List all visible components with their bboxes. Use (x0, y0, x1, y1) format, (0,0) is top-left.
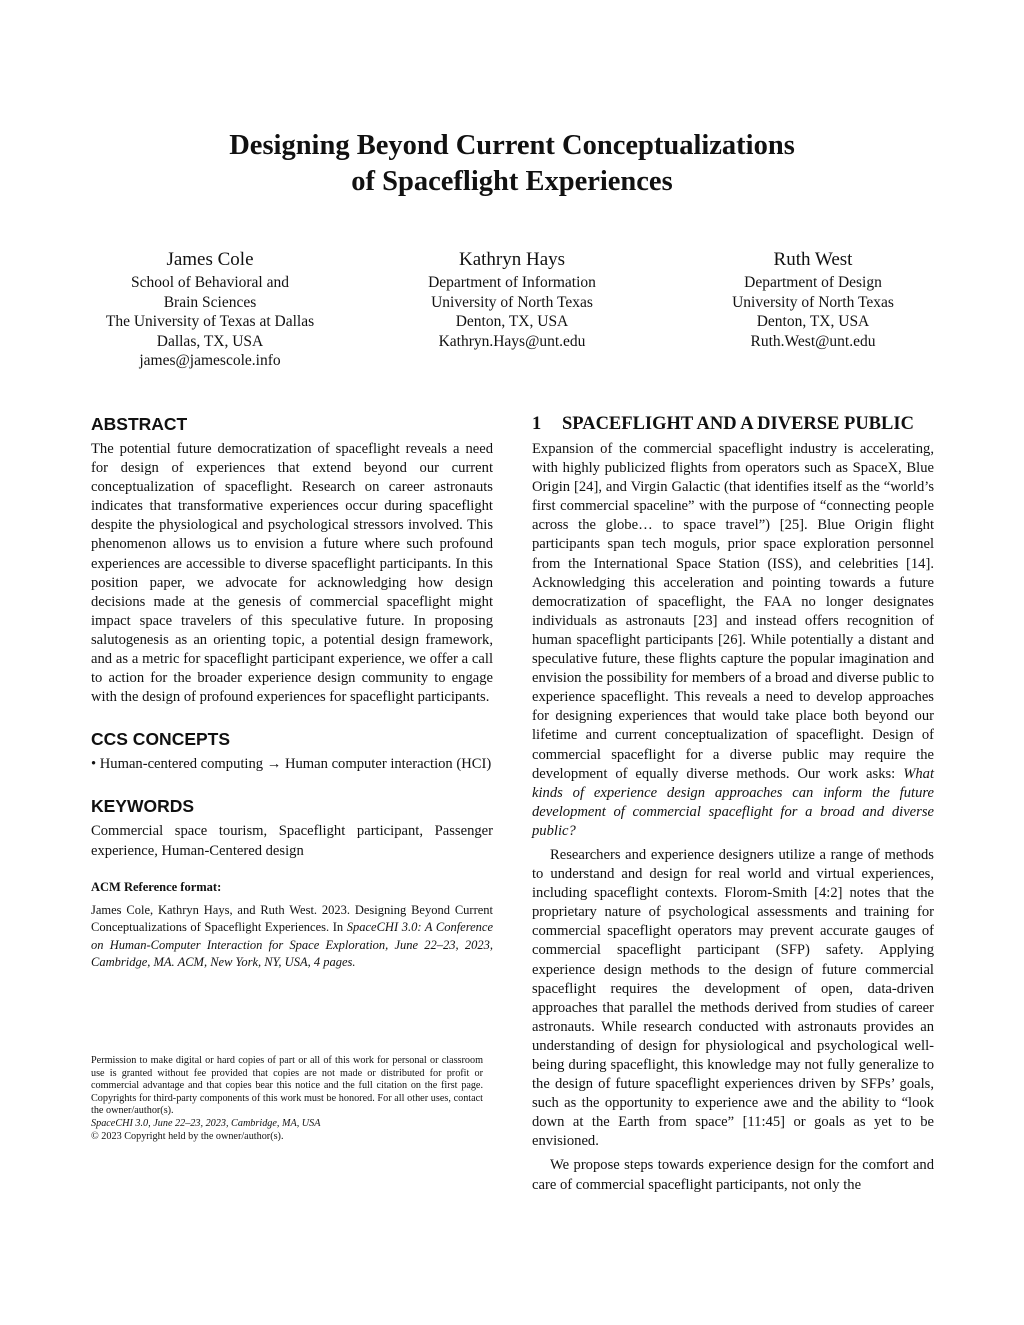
author-affiliation: Department of Design (744, 274, 882, 291)
research-question: What kinds of experience design approaches can inform the future development of commercial spaceflight for a broad and diverse public? (532, 765, 934, 839)
author-affiliation: University of North Texas (732, 293, 894, 311)
author-affiliation: The University of Texas at Dallas (105, 313, 315, 330)
author-location: Denton, TX, USA (756, 313, 870, 330)
section-number: 1 (532, 414, 542, 434)
author-email: Kathryn.Hays@unt.edu (438, 332, 586, 350)
title-line-1: Designing Beyond Current Conceptualizations (229, 130, 795, 161)
acm-reference-venue: SpaceCHI 3.0: A Conference on Human-Computer Interaction for Space Exploration, June 22–23, 2023, Cambridge, MA. ACM, New York, NY, USA, 4 pages. (91, 920, 494, 970)
author-email: james@jamescole.info (139, 352, 281, 369)
title-line-2: of Spaceflight Experiences (351, 166, 673, 197)
author-email: Ruth.West@unt.edu (750, 332, 876, 350)
ccs-section (91, 728, 493, 774)
permission-notice: Permission to make digital or hard copies of part or all of this work for personal or classroom use is granted without fee provided that copies are not made or distributed for profit or commercial advantage and that copies bear this notice and the full citation on the first page. Copyrights for third-party components of this work must be honored. For all other uses, contact the owner/author(s). (91, 1055, 483, 1117)
acm-reference-text (91, 902, 493, 972)
right-column (532, 413, 934, 1195)
keywords-section (91, 795, 493, 860)
section-title: SPACEFLIGHT AND A DIVERSE PUBLIC (562, 414, 914, 434)
author-block-cole (60, 247, 360, 371)
author-name: James Cole (166, 249, 254, 270)
author-block-hays (362, 247, 662, 351)
acm-reference-heading: ACM Reference format: (91, 879, 222, 894)
section-1-paragraph-1 (532, 440, 934, 841)
author-affiliation: Brain Sciences (163, 293, 257, 311)
section-1-heading (532, 413, 934, 435)
author-affiliation: Department of Information (428, 274, 596, 291)
author-location: Denton, TX, USA (455, 313, 569, 330)
keywords-heading: KEYWORDS (91, 796, 195, 817)
author-block-west (663, 247, 963, 351)
author-name: Kathryn Hays (458, 249, 566, 270)
paragraph-text: Expansion of the commercial spaceflight industry is accelerating, with highly publicized flights from operators such as SpaceX, Blue Origin [24], and Virgin Galactic (that identifies itself as the “world’s first commercial spaceline” with the purpose of “connecting people across the globe… to space travel”) [25]. Blue Origin flight participants span tech moguls, prior space exploration personnel from the International Space Station (ISS), and celebrities [14]. Acknowledging this acceleration and pointing towards a future democratization of spaceflight, the FAA no longer designates individuals as astronauts [23] and instead offers recognition of human spaceflight participants [26]. While potentially a distant and speculative future, these flights capture the popular imagination and envision the possibility for members of a broad and diverse public to experience spaceflight. This reveals a need to develop approaches for designing experiences that would take place both beyond our lifetime and current conceptualization of spaceflight. Design of commercial spaceflight for a diverse public may require the development of equally diverse methods. Our work asks: (532, 441, 934, 782)
author-location: Dallas, TX, USA (156, 332, 264, 350)
ccs-text: • Human-centered computing → Human computer interaction (HCI) (91, 756, 492, 773)
paper-title (0, 128, 1024, 200)
left-column (91, 413, 493, 972)
author-name: Ruth West (773, 249, 853, 270)
venue-line: SpaceCHI 3.0, June 22–23, 2023, Cambridge, MA, USA (91, 1117, 321, 1129)
ccs-heading: CCS CONCEPTS (91, 729, 231, 750)
section-1-paragraph-2: Researchers and experience designers utilize a range of methods to understand and design for real world and virtual experiences, including spaceflight contexts. Florom-Smith [4:2] notes that the proprietary nature of psychological assessments and training for commercial spaceflight operators may prevent accurate gauges of commercial spaceflight participant (SFP) safety. Applying experience design methods to the design of future commercial spaceflight requires the development of open, data-driven approaches that parallel the methods derived from studies of career astronauts. While research conducted with astronauts provides an understanding of design for physiological and psychological well-being during spaceflight, this knowledge may not fully generalize to the design of future spaceflight experiences driven by SFPs’ goals, such as the opportunity to experience awe and the ability to “look down at the Earth from space” [11:45] or goals as yet to be envisioned. (532, 846, 934, 1150)
acm-reference-plain: James Cole, Kathryn Hays, and Ruth West. 2023. Designing Beyond Current Conceptualizations of Spaceflight Experiences. In (91, 902, 493, 935)
copyright-notice: © 2023 Copyright held by the owner/author(s). (91, 1130, 284, 1142)
keywords-text: Commercial space tourism, Spaceflight participant, Passenger experience, Human-Centered design (91, 823, 493, 859)
author-affiliation: School of Behavioral and (131, 274, 289, 291)
abstract-text: The potential future democratization of spaceflight reveals a need for design of experiences that extend beyond our current conceptualization of spaceflight. Research on career astronauts indicates that transformative experiences occur during spaceflight despite the physiological and psychological stressors involved. This phenomenon allows us to envision a future where such profound experiences are accessible to diverse spaceflight participants. In this position paper, we advocate for acknowledging how design decisions made at the genesis of commercial spaceflight might impact space travelers of this speculative future. In proposing salutogenesis as an orienting topic, a potential design framework, and as a metric for spaceflight participant experience, we offer a call to action for the broader experience design community to engage with the design of profound experiences for spaceflight participants. (91, 441, 493, 706)
author-affiliation: University of North Texas (431, 293, 593, 311)
abstract-heading: ABSTRACT (91, 414, 188, 434)
copyright-block (91, 1055, 483, 1143)
section-1-paragraph-3: We propose steps towards experience design for the comfort and care of commercial spaceflight participants, not only the (532, 1157, 934, 1193)
